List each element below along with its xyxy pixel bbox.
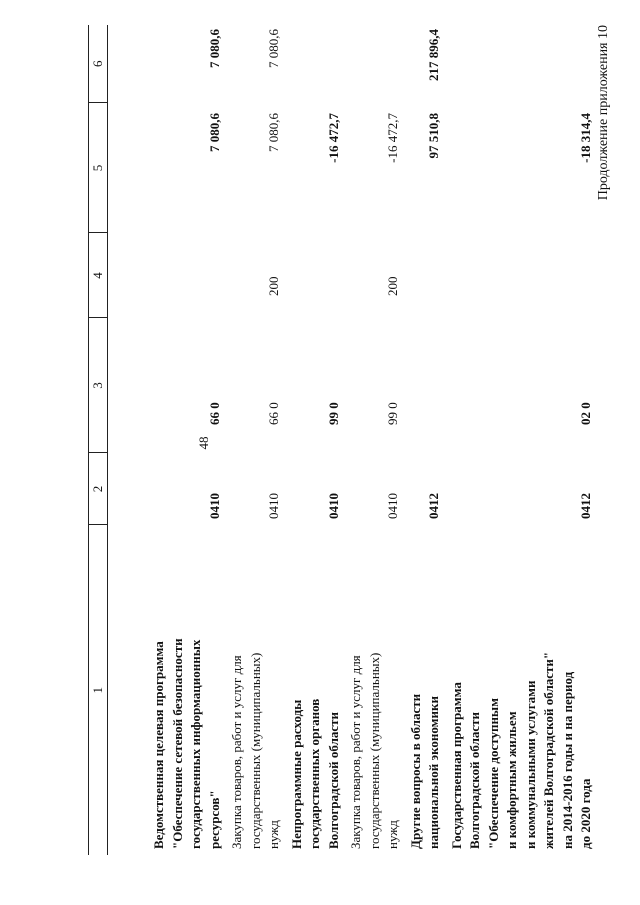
cell-c4 <box>446 233 598 318</box>
cell-c4 <box>286 233 346 318</box>
table-row <box>345 25 405 855</box>
cell-c3 <box>405 318 446 453</box>
col-header-2: 2 <box>89 453 108 525</box>
cell-c3: 99 0 <box>385 402 400 425</box>
cell-c2: 0410 <box>206 493 222 519</box>
cell-c5: -16 472,7 <box>385 113 400 163</box>
cell-c4: 200 <box>266 276 281 296</box>
table-row <box>226 25 286 855</box>
continuation-label: Продолжение приложения 10 <box>596 25 611 201</box>
cell-c6 <box>345 25 405 103</box>
cell-c5: 97 510,8 <box>426 113 441 159</box>
table-row <box>446 25 598 855</box>
cell-c2: 0410 <box>385 493 400 519</box>
cell-name: Другие вопросы в области национальной экономики <box>407 693 441 849</box>
table-row <box>286 25 346 855</box>
column-number-header <box>89 25 108 855</box>
cell-name: Закупка товаров, работ и услуг для государственных (муниципальных) нужд <box>348 652 400 849</box>
cell-c6: 7 080,6 <box>206 29 222 68</box>
cell-c5: -16 472,7 <box>325 113 341 163</box>
cell-c3: 02 0 <box>578 402 593 425</box>
table-row <box>148 25 226 855</box>
col-header-4: 4 <box>89 233 108 318</box>
cell-c4: 200 <box>385 276 400 296</box>
cell-c2: 0410 <box>266 493 281 519</box>
col-header-5: 5 <box>89 103 108 233</box>
cell-c4 <box>405 233 446 318</box>
cell-c5: -18 314,4 <box>578 113 593 163</box>
cell-c2: 0410 <box>325 493 341 519</box>
budget-table-wrapper <box>88 25 593 855</box>
cell-name: Ведомственная целевая программа "Обеспечение сетевой безопасности государственных информационных ресурсов" <box>151 638 222 849</box>
cell-c6: 217 896,4 <box>426 29 441 81</box>
cell-name: Непрограммные расходы государственных органов Волгоградской области <box>288 698 341 849</box>
table-row <box>405 25 446 855</box>
col-header-6: 6 <box>89 25 108 103</box>
col-header-3: 3 <box>89 318 108 453</box>
cell-c3: 66 0 <box>266 402 281 425</box>
cell-c5: 7 080,6 <box>206 113 222 152</box>
cell-c6 <box>286 25 346 103</box>
cell-c3: 66 0 <box>206 402 222 425</box>
cell-c3: 99 0 <box>325 402 341 425</box>
cell-c6 <box>446 25 598 103</box>
cell-c4 <box>148 233 226 318</box>
page-number: 48 <box>196 436 211 450</box>
cell-c5: 7 080,6 <box>266 113 281 152</box>
cell-c2: 0412 <box>426 493 441 519</box>
cell-name: Закупка товаров, работ и услуг для государственных (муниципальных) нужд <box>229 652 281 849</box>
col-header-1: 1 <box>89 525 108 855</box>
cell-name: Государственная программа Волгоградской области "Обеспечение доступным и комфортным жильем и коммунальными услугами жителей Волгоградской области" на 2014-2016 годы и на период до 2020 года <box>448 651 593 849</box>
budget-table <box>88 25 598 855</box>
cell-c2: 0412 <box>578 493 593 519</box>
cell-c6: 7 080,6 <box>266 29 281 68</box>
